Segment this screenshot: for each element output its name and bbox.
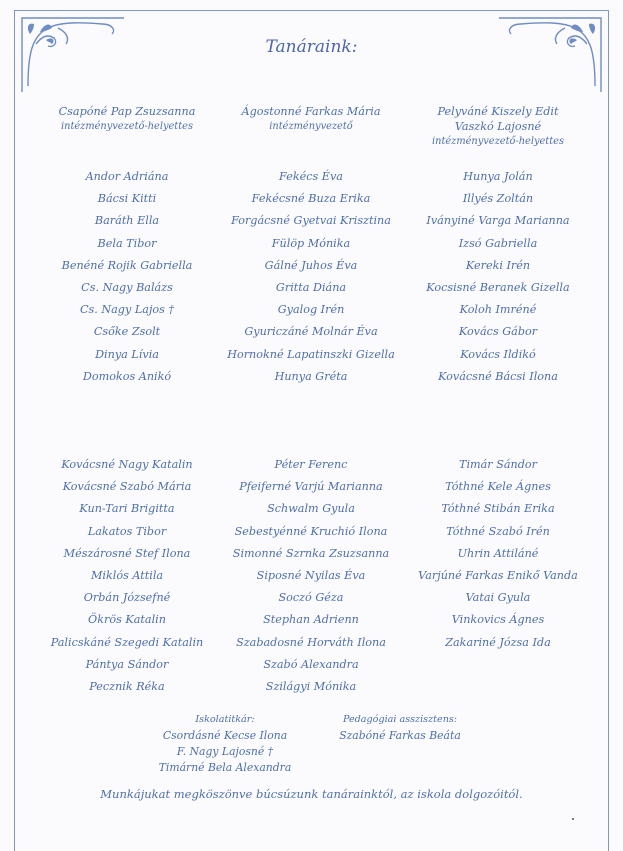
teacher-name: Cs. Nagy Lajos † bbox=[79, 303, 175, 317]
teacher-name: Gritta Diána bbox=[275, 280, 347, 294]
teacher-name: Timár Sándor bbox=[458, 458, 537, 471]
teacher-name: Forgácsné Gyetvai Krisztina bbox=[231, 214, 391, 228]
teacher-name: Dinya Lívia bbox=[95, 347, 159, 361]
secretary-block bbox=[150, 712, 300, 776]
teacher-name: Kovács Ildikó bbox=[460, 347, 536, 361]
assistant-block bbox=[330, 712, 470, 744]
teacher-name: Szabó Alexandra bbox=[263, 657, 359, 671]
teacher-name: Lakatos Tibor bbox=[87, 524, 167, 538]
teacher-column bbox=[403, 454, 593, 654]
teacher-name: Kereki Irén bbox=[465, 258, 531, 272]
teacher-name: Pfeiferné Varjú Marianna bbox=[239, 480, 383, 494]
teacher-name: Fülöp Mónika bbox=[271, 236, 351, 250]
teacher-name: Mészárosné Stef Ilona bbox=[63, 546, 191, 560]
teacher-name: Orbán Józsefné bbox=[83, 591, 171, 605]
teacher-name: Cs. Nagy Balázs bbox=[81, 280, 173, 294]
teacher-name: Domokos Anikó bbox=[82, 369, 172, 383]
secretary-name: F. Nagy Lajosné † bbox=[176, 745, 274, 758]
leader-role: intézményvezető-helyettes bbox=[61, 121, 193, 132]
leader-name: Vaszkó Lajosné bbox=[454, 120, 542, 133]
teacher-column bbox=[32, 454, 222, 698]
leader-block bbox=[403, 104, 593, 149]
teacher-name: Hunya Gréta bbox=[274, 369, 348, 383]
teacher-name: Simonné Szrnka Zsuzsanna bbox=[232, 546, 390, 560]
teacher-name: Gyuriczáné Molnár Éva bbox=[244, 325, 378, 339]
teacher-name: Koloh Imréné bbox=[459, 303, 537, 317]
leader-role: intézményvezető-helyettes bbox=[432, 136, 564, 147]
leader-name: Pelyváné Kiszely Edit bbox=[437, 105, 559, 118]
teacher-name: Baráth Ella bbox=[94, 214, 160, 228]
teacher-name: Illyés Zoltán bbox=[462, 192, 534, 206]
teacher-name: Izsó Gabriella bbox=[458, 236, 538, 250]
teacher-name: Tóthné Kele Ágnes bbox=[445, 480, 551, 494]
teacher-name: Varjúné Farkas Enikő Vanda bbox=[418, 568, 578, 582]
teacher-name: Gálné Juhos Éva bbox=[264, 258, 358, 272]
teacher-name: Palicskáné Szegedi Katalin bbox=[50, 635, 204, 649]
leader-block bbox=[216, 104, 406, 134]
leader-name: Ágostonné Farkas Mária bbox=[241, 105, 381, 118]
teacher-name: Kovácsné Bácsi Ilona bbox=[438, 369, 558, 383]
page-title: Tanáraink: bbox=[265, 37, 358, 57]
teacher-name: Szabadosné Horváth Ilona bbox=[236, 635, 386, 649]
teacher-column bbox=[216, 454, 406, 698]
teacher-name: Ökrös Katalin bbox=[88, 613, 166, 627]
teacher-column bbox=[403, 166, 593, 388]
teacher-name: Kun-Tari Brigitta bbox=[79, 502, 175, 516]
teacher-name: Stephan Adrienn bbox=[263, 613, 359, 627]
teacher-name: Kovácsné Szabó Mária bbox=[62, 480, 192, 494]
teacher-name: Fekécsné Buza Erika bbox=[251, 192, 371, 206]
teacher-name: Sebestyénné Kruchió Ilona bbox=[234, 524, 388, 538]
teacher-name: Uhrin Attiláné bbox=[457, 546, 539, 560]
teacher-name: Kocsisné Beranek Gizella bbox=[426, 280, 570, 294]
teacher-name: Fekécs Éva bbox=[279, 170, 343, 183]
teacher-name: Tóthné Szabó Irén bbox=[446, 524, 550, 538]
assistant-name: Szabóné Farkas Beáta bbox=[339, 729, 461, 742]
teacher-name: Miklós Attila bbox=[90, 568, 164, 582]
closing-text: Munkájukat megköszönve búcsúzunk tanárainktól, az iskola dolgozóitól. bbox=[100, 787, 523, 801]
teacher-name: Pecznik Réka bbox=[89, 679, 165, 693]
leader-block bbox=[32, 104, 222, 134]
assistant-title: Pedagógiai asszisztens: bbox=[342, 714, 458, 725]
teacher-name: Vatai Gyula bbox=[465, 591, 531, 605]
teacher-column bbox=[216, 166, 406, 388]
teacher-name: Tóthné Stibán Erika bbox=[441, 502, 555, 516]
teacher-name: Benéné Rojik Gabriella bbox=[61, 258, 193, 272]
teacher-name: Bela Tibor bbox=[97, 236, 157, 250]
teacher-name: Soczó Géza bbox=[278, 591, 344, 605]
teacher-name: Csőke Zsolt bbox=[93, 325, 161, 339]
teacher-name: Andor Adriána bbox=[85, 170, 169, 183]
frame-top-border bbox=[14, 10, 609, 11]
dot-mark bbox=[572, 818, 574, 820]
teacher-name: Kovácsné Nagy Katalin bbox=[61, 458, 193, 471]
teacher-name: Iványiné Varga Marianna bbox=[426, 214, 570, 228]
teacher-name: Bácsi Kitti bbox=[97, 192, 157, 206]
teacher-name: Szilágyi Mónika bbox=[265, 679, 357, 693]
teacher-name: Gyalog Irén bbox=[277, 303, 345, 317]
frame-right-border bbox=[608, 10, 609, 851]
teacher-name: Hunya Jolán bbox=[463, 170, 533, 183]
teacher-name: Siposné Nyilas Éva bbox=[256, 568, 366, 582]
teacher-name: Schwalm Gyula bbox=[267, 502, 355, 516]
teacher-name: Kovács Gábor bbox=[458, 325, 538, 339]
secretary-title: Iskolatitkár: bbox=[195, 714, 255, 725]
leader-name: Csapóné Pap Zsuzsanna bbox=[58, 105, 196, 118]
teacher-name: Vinkovics Ágnes bbox=[451, 613, 545, 627]
secretary-name: Timárné Bela Alexandra bbox=[158, 761, 292, 774]
frame-left-border bbox=[14, 10, 15, 851]
secretary-name: Csordásné Kecse Ilona bbox=[162, 729, 288, 742]
teacher-name: Zakariné Józsa Ida bbox=[445, 635, 551, 649]
teacher-column bbox=[32, 166, 222, 388]
teacher-name: Hornokné Lapatinszki Gizella bbox=[227, 347, 395, 361]
teacher-name: Péter Ferenc bbox=[274, 458, 348, 471]
leader-role: intézményvezető bbox=[269, 121, 353, 132]
teacher-name: Pántya Sándor bbox=[85, 657, 169, 671]
